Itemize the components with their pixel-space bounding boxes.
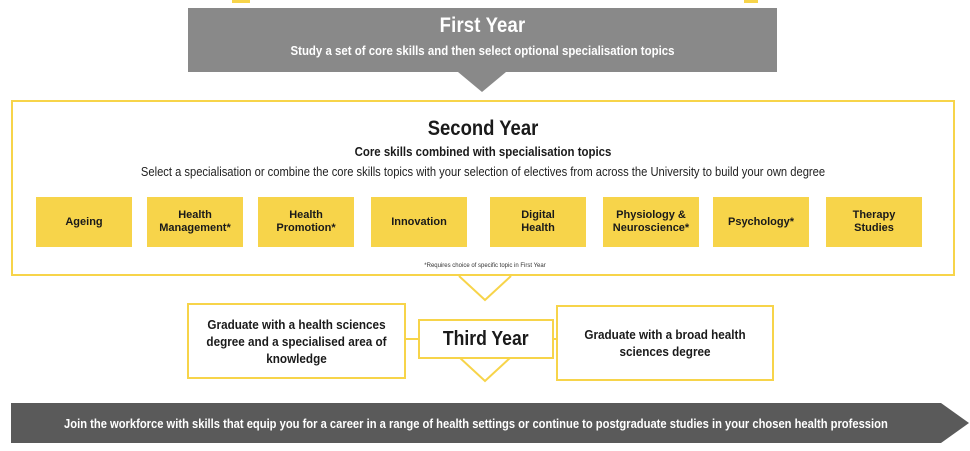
second-year-description: Select a specialisation or combine the core skills topics with your selection of electives from across the University to build your own degree	[140, 164, 826, 179]
second-year-arrow	[458, 276, 512, 302]
topic-innovation: Innovation	[371, 197, 467, 247]
second-year-subtitle: Core skills combined with specialisation topics	[354, 144, 612, 159]
first-year-subtitle: Study a set of core skills and then select optional specialisation topics	[290, 43, 675, 58]
third-year-title: Third Year	[443, 327, 529, 350]
top-accent-right	[744, 0, 758, 3]
career-arrow	[11, 403, 969, 443]
second-year-box	[11, 100, 955, 276]
third-year-box	[418, 319, 554, 359]
topic-health-promotion: Health Promotion*	[258, 197, 354, 247]
topic-psychology: Psychology*	[713, 197, 809, 247]
outcome-specialised-text: Graduate with a health sciences degree and a specialised area of knowledge	[206, 316, 387, 366]
topic-physiology-neuroscience: Physiology & Neuroscience*	[603, 197, 699, 247]
second-year-title: Second Year	[427, 117, 539, 140]
connector-left	[406, 338, 418, 340]
outcome-specialised	[187, 303, 406, 379]
topic-therapy-studies: Therapy Studies	[826, 197, 922, 247]
topic-ageing: Ageing	[36, 197, 132, 247]
outcome-broad	[556, 305, 774, 381]
first-year-title: First Year	[439, 14, 526, 37]
third-year-arrow	[458, 357, 512, 383]
career-text: Join the workforce with skills that equip you for a career in a range of health settings or continue to postgraduate studies in your chosen health profession	[64, 415, 888, 431]
career-text-wrap	[11, 403, 941, 443]
top-accent-left	[232, 0, 250, 3]
first-year-arrow	[458, 72, 506, 92]
outcome-broad-text: Graduate with a broad health sciences degree	[584, 327, 746, 359]
topics-footnote: *Requires choice of specific topic in First Year	[424, 263, 546, 269]
topic-digital-health: Digital Health	[490, 197, 586, 247]
first-year-banner	[188, 8, 777, 72]
topic-health-management: Health Management*	[147, 197, 243, 247]
